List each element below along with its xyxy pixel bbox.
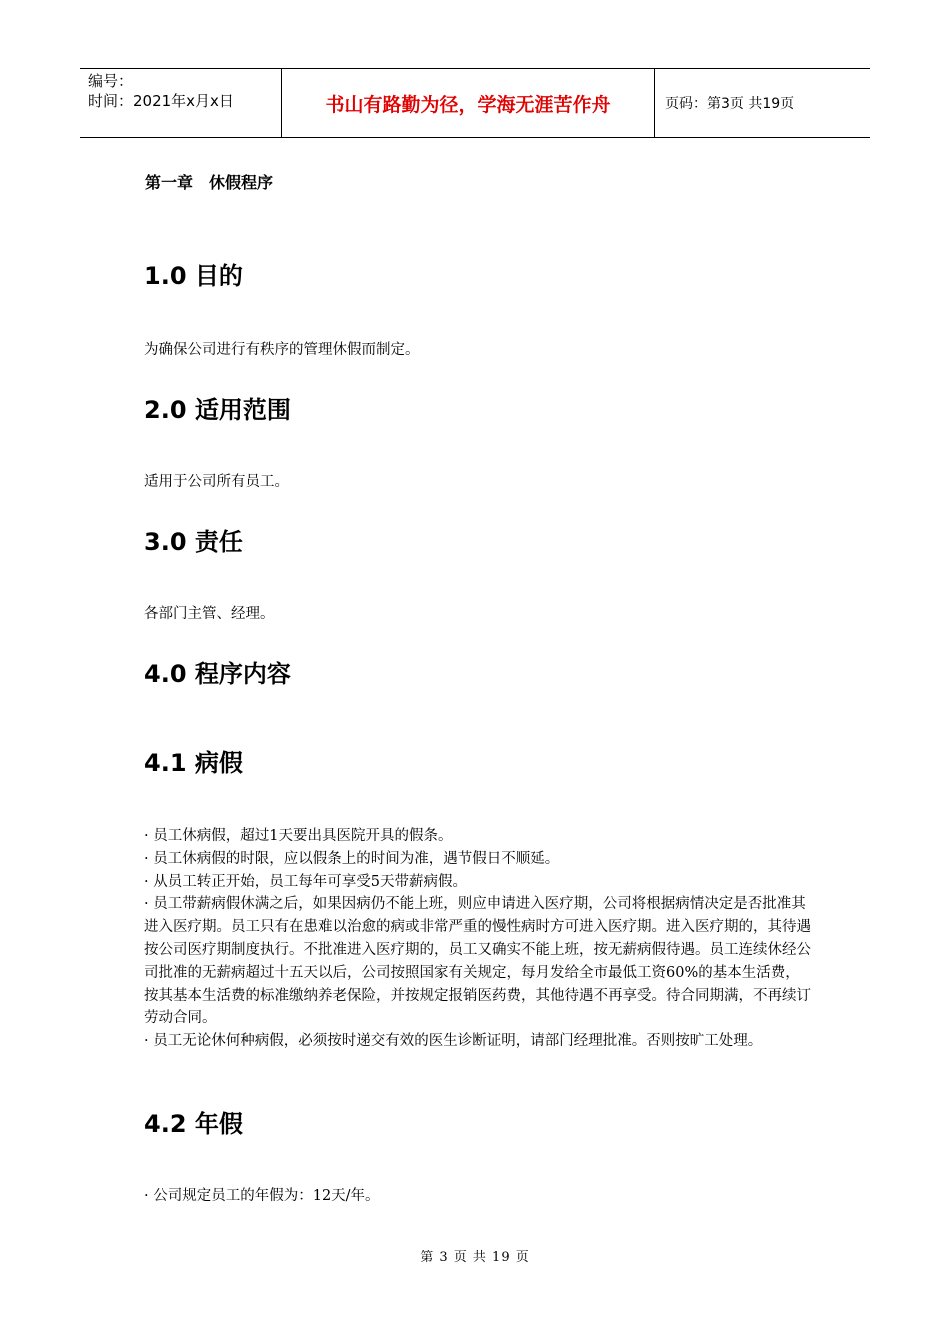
section-scope-body: 适用于公司所有员工。 [144, 474, 289, 490]
section-scope-title: 2.0 适用范围 [144, 396, 291, 424]
list-item: · 员工带薪病假休满之后，如果因病仍不能上班，则应申请进入医疗期，公司将根据病情决定是否批准其进入医疗期。员工只有在患难以治愈的病或非常严重的慢性病时方可进入医疗期。进入医疗期的，其待遇按公司医疗期制度执行。不批准进入医疗期的，员工又确实不能上班，按无薪病假待遇。员工连续休经公司批准的无薪病超过十五天以后，公司按照国家有关规定，每月发给全市最低工资60%的基本生活费，按其基本生活费的标准缴纳养老保险，并按规定报销医药费，其他待遇不再享受。待合同期满，不再续订劳动合同。 [144, 896, 811, 1027]
section-procedure-title: 4.0 程序内容 [144, 660, 291, 688]
header-meta-cell [80, 69, 282, 137]
document-number-label: 编号： [88, 72, 134, 90]
chapter-title: 第一章 休假程序 [145, 173, 274, 192]
list-item: · 从员工转正开始，员工每年可享受5天带薪病假。 [144, 873, 467, 890]
section-purpose-title: 1.0 目的 [144, 262, 243, 290]
section-purpose-body: 为确保公司进行有秩序的管理休假而制定。 [144, 342, 420, 358]
header-motto: 书山有路勤为径，学海无涯苦作舟 [282, 69, 655, 137]
section-responsibility-body: 各部门主管、经理。 [144, 606, 275, 622]
page-footer: 第 3 页 共 19 页 [420, 1250, 530, 1265]
document-time-label: 时间：2021年x月x日 [88, 92, 234, 110]
page-header [80, 68, 870, 138]
list-item: · 员工休病假，超过1天要出具医院开具的假条。 [144, 828, 453, 844]
sick-leave-list [144, 825, 814, 1053]
section-responsibility-title: 3.0 责任 [144, 528, 243, 556]
list-item: · 员工休病假的时限，应以假条上的时间为准，遇节假日不顺延。 [144, 850, 560, 867]
list-item: · 员工无论休何种病假，必须按时递交有效的医生诊断证明，请部门经理批准。否则按旷工处理。 [144, 1033, 763, 1050]
header-page-info: 页码：第3页 共19页 [665, 96, 795, 112]
annual-leave-item: · 公司规定员工的年假为：12天/年。 [144, 1188, 380, 1204]
section-annual-leave-title: 4.2 年假 [144, 1110, 243, 1138]
section-sick-leave-title: 4.1 病假 [144, 749, 243, 777]
